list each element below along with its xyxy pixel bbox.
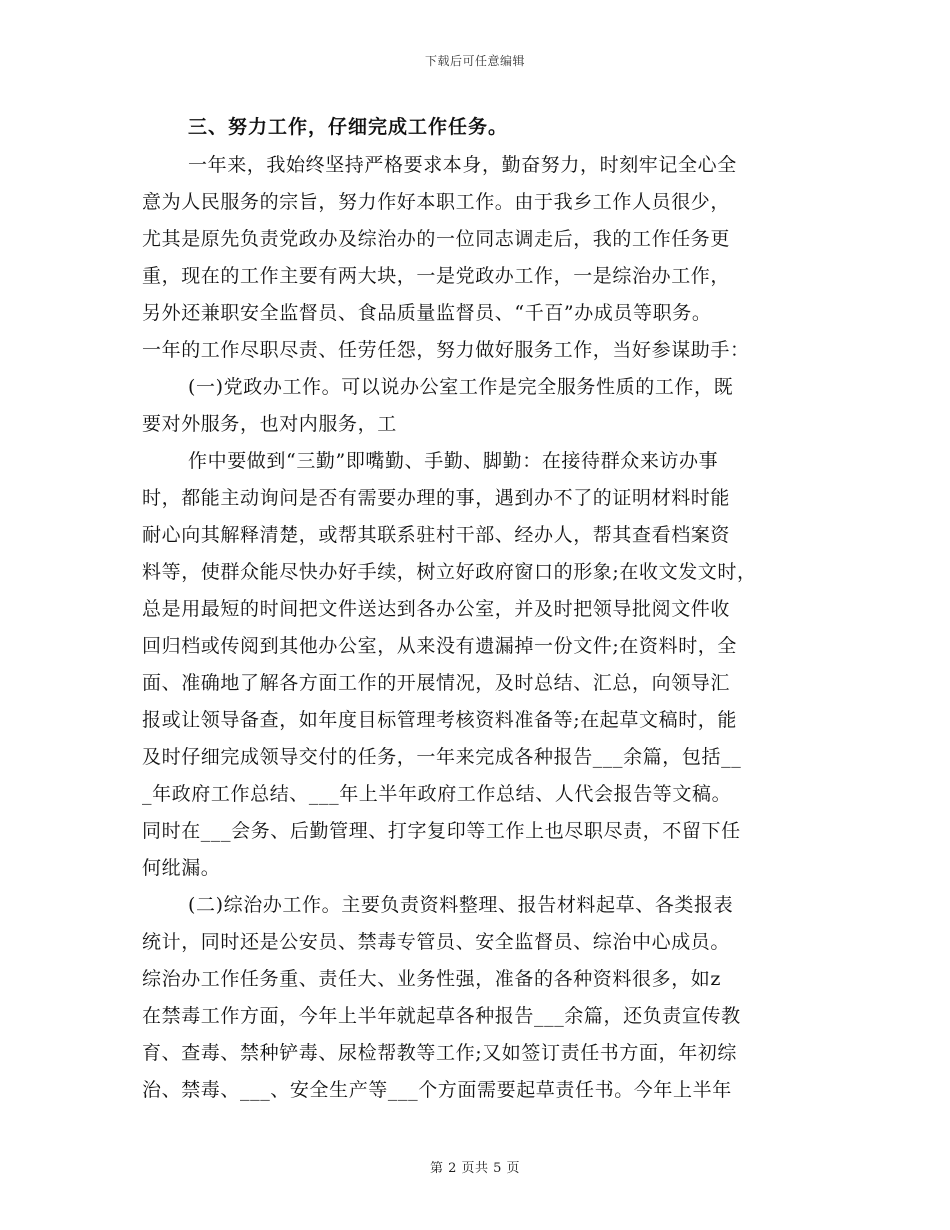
body-line: 治、禁毒、___、安全生产等___个方面需要起草责任书。今年上半年 xyxy=(142,1079,732,1101)
body-line: 另外还兼职安全监督员、食品质量监督员、“千百”办成员等职务。 xyxy=(142,302,712,324)
body-line: 一年的工作尽职尽责、任劳任怨，努力做好服务工作，当好参谋助手： xyxy=(142,339,750,361)
body-line: 综治办工作任务重、责任大、业务性强，准备的各种资料很多，如z xyxy=(142,968,722,990)
body-line: 一年来，我始终坚持严格要求本身，勤奋努力，时刻牢记全心全 xyxy=(188,154,737,176)
body-line: 尤其是原先负责党政办及综治办的一位同志调走后，我的工作任务更 xyxy=(142,228,731,250)
body-line: 及时仔细完成领导交付的任务，一年来完成各种报告___余篇，包括__ xyxy=(142,746,742,768)
body-line: (一)党政办工作。可以说办公室工作是完全服务性质的工作，既 xyxy=(188,376,734,398)
body-line: 要对外服务，也对内服务，工 xyxy=(142,413,397,435)
body-line: (二)综治办工作。主要负责资料整理、报告材料起草、各类报表 xyxy=(188,894,734,916)
section-heading: 三、努力工作，仔细完成工作任务。 xyxy=(188,116,509,138)
page-header-note: 下载后可任意编辑 xyxy=(424,54,525,68)
page-number-footer: 第 2 页共 5 页 xyxy=(429,1161,521,1176)
body-line: 重，现在的工作主要有两大块，一是党政办工作，一是综治办工作， xyxy=(142,265,731,287)
body-line: 意为人民服务的宗旨，努力作好本职工作。由于我乡工作人员很少， xyxy=(142,191,731,213)
body-line: 耐心向其解释清楚，或帮其联系驻村干部、经办人，帮其查看档案资 xyxy=(142,524,731,546)
body-line: 同时在___会务、后勤管理、打字复印等工作上也尽职尽责，不留下任 xyxy=(142,820,741,842)
body-line: _年政府工作总结、___年上半年政府工作总结、人代会报告等文稿。 xyxy=(142,783,732,805)
body-line: 时，都能主动询问是否有需要办理的事，遇到办不了的证明材料时能 xyxy=(142,487,731,509)
body-line: 在禁毒工作方面，今年上半年就起草各种报告___余篇，还负责宣传教 xyxy=(142,1005,741,1027)
body-line: 作中要做到“三勤”即嘴勤、手勤、脚勤：在接待群众来访办事 xyxy=(188,450,719,472)
body-line: 育、查毒、禁种铲毒、尿检帮教等工作;又如签订责任书方面，年初综 xyxy=(142,1042,738,1064)
body-line: 面、准确地了解各方面工作的开展情况，及时总结、汇总，向领导汇 xyxy=(142,672,731,694)
body-line: 总是用最短的时间把文件送达到各办公室，并及时把领导批阅文件收 xyxy=(142,598,731,620)
body-line: 报或让领导备查，如年度目标管理考核资料准备等;在起草文稿时，能 xyxy=(142,709,738,731)
body-line: 何纰漏。 xyxy=(142,857,221,879)
body-line: 料等，使群众能尽快办好手续，树立好政府窗口的形象;在收文发文时， xyxy=(142,561,757,583)
body-line: 统计，同时还是公安员、禁毒专管员、安全监督员、综治中心成员。 xyxy=(142,931,731,953)
body-line: 回归档或传阅到其他办公室，从来没有遗漏掉一份文件;在资料时，全 xyxy=(142,635,738,657)
